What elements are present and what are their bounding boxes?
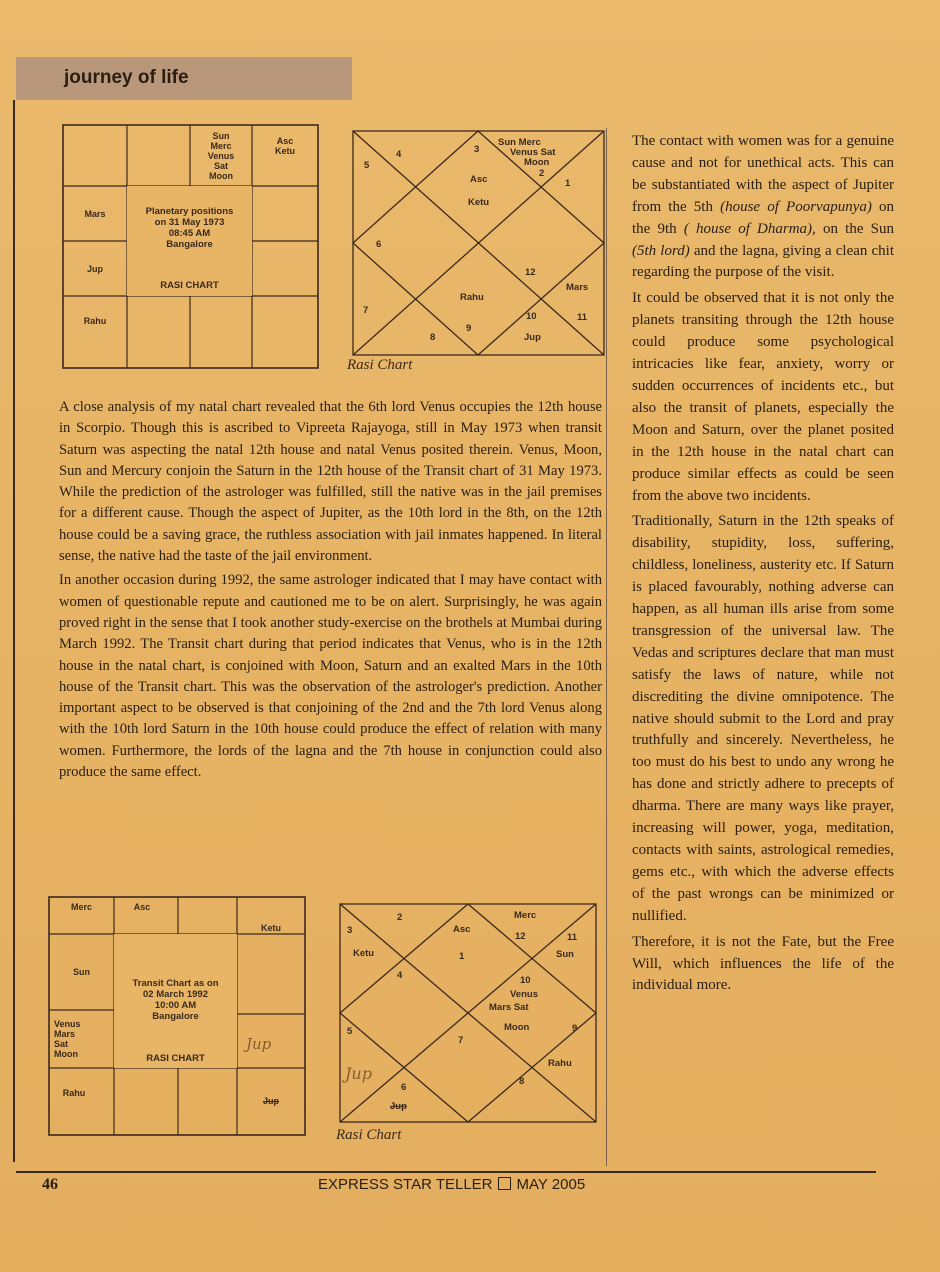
- planet-ketu: Ketu: [468, 197, 490, 208]
- house-1: 1: [459, 951, 465, 962]
- planet-moon: Moon: [504, 1022, 530, 1033]
- house-12: 12: [515, 931, 526, 942]
- house-7: 7: [458, 1035, 464, 1046]
- chart2-caption: Rasi Chart: [336, 1127, 402, 1143]
- transit-rasi-chart-diamond: [339, 903, 597, 1123]
- planet-asc: Asc: [453, 924, 471, 935]
- planet-jup: Jup: [524, 332, 541, 343]
- planet-rahu: Rahu: [460, 292, 484, 303]
- planets-top-3: Moon: [524, 157, 550, 168]
- chart2-cell-rahu: Rahu: [62, 1088, 86, 1098]
- house-8: 8: [519, 1076, 525, 1087]
- paragraph-2: In another occasion during 1992, the same astrologer indicated that I may have contact with women of questionable repute and cautioned me to be on alert. Surprisingly, he was again proved right in the sense that I took another study-exercise on the brothels at Mumbai during March 1992. The Transit chart during that period indicates that Venus, who is in the 12th house in the natal chart, is conjoined with Moon, Saturn and an exalted Mars in the 10th house of the Transit chart. This was the observation of the astrologer's prediction. Another important aspect to be observed is that conjoining of the 2nd and the 7th lord Venus along with the 10th lord Saturn in the 10th house could produce the effect of relation with many women. Furthermore, the lords of the lagna and the 7th house in conjunction could also produce the same effect.: [59, 572, 602, 781]
- house-12: 12: [525, 267, 536, 278]
- chart2-handwritten-jup: Jup: [246, 1035, 272, 1053]
- magazine-name: EXPRESS STAR TELLER: [318, 1176, 493, 1193]
- left-margin-rule: [13, 100, 15, 1162]
- chart1-cell-rahu: Rahu: [83, 316, 107, 326]
- transit-rasi-chart-square: [48, 896, 306, 1136]
- planet-mars: Mars: [566, 282, 589, 293]
- chart1-cell-jup: Jup: [86, 263, 103, 274]
- planet-ketu: Ketu: [353, 948, 375, 959]
- section-title: journey of life: [64, 67, 189, 88]
- p1-text-d: and the lagna, giving a clean chit regarding the purpose of the visit.: [632, 242, 895, 281]
- house-11: 11: [567, 932, 578, 943]
- planet-venus: Venus: [510, 989, 538, 1000]
- issue-date: MAY 2005: [516, 1176, 586, 1193]
- chart1-cell-asc-ketu: Asc Ketu: [275, 136, 295, 156]
- chart1-cell-sun-merc-venus-sat-moon: Sun Merc Venus Sat Moon: [207, 131, 235, 181]
- paragraph-1: A close analysis of my natal chart revealed that the 6th lord Venus occupies the 12th house in Scorpio. Though this is ascribed to Vipreeta Rajayoga, still in May 1973 when transit Saturn was aspecting the natal 12th house and natal Venus posited therein. Venus, Moon, Sun and Mercury conjoin the Saturn in the 12th house of the Transit chart of 31 May 1973. While the prediction of the astrologer was fulfilled, still the native was in the jail premises for a different cause. Though the aspect of Jupiter, as the 10th lord in the 8th, on the 12th house could be a saving grace, the ruthless association with jail inmates happened. In literal sense, the native had the taste of the jail environment.: [59, 399, 602, 565]
- footer-rule: [16, 1171, 876, 1173]
- p1-italic-3: (5th lord): [632, 242, 690, 259]
- house-8: 8: [430, 332, 436, 343]
- chart2-diamond-labels: [342, 910, 578, 1112]
- chart2-cell-venus-mars-sat-moon: Venus Mars Sat Moon: [54, 1019, 81, 1059]
- chart1-cell-mars: Mars: [84, 208, 106, 219]
- page-number: 46: [42, 1176, 58, 1193]
- chart2-center-title: RASI CHART: [146, 1053, 205, 1064]
- house-3: 3: [347, 925, 353, 936]
- p1-italic-1: (house of Poorvapunya): [720, 198, 872, 215]
- chart1-center-title: RASI CHART: [160, 280, 219, 291]
- house-6: 6: [376, 239, 382, 250]
- right-paragraph-3: Traditionally, Saturn in the 12th speaks of disability, stupidity, loss, suffering, childless, loneliness, austerity etc. If Saturn is placed favourably, nothing adverse can happen, as all human ills arise from some transgression of the universal law. The Vedas and scriptures declare that man must satisfy the laws of nature, while not discrediting the divine omnipotence. The native should submit to the Lord and pray truthfully and sincerely. Nevertheless, he too must do his best to undo any wrong he has done and strictly adhere to precepts of dharma. There are many ways like prayer, increasing will power, yoga, meditation, contacts with saints, astrological remedies, gems etc., with which the adverse effects of the past wrongs can be minimized or nullified.: [632, 513, 894, 924]
- chart2-cell-sun: Sun: [73, 967, 90, 977]
- p1-text-c: on the Sun: [815, 220, 895, 237]
- chart1-caption: Rasi Chart: [347, 357, 413, 373]
- chart2-center-caption: Transit Chart as on 02 March 1992 10:00 AM Bangalore: [132, 978, 219, 1022]
- chart2-diamond-handwritten-jup: Jup: [345, 1064, 372, 1083]
- house-10: 10: [526, 311, 537, 322]
- right-column-text: [632, 131, 894, 1001]
- house-7: 7: [363, 305, 369, 316]
- column-divider: [606, 128, 607, 1166]
- chart1-center-caption: Planetary positions on 31 May 1973 08:45 AM Bangalore: [145, 206, 234, 250]
- house-1: 1: [565, 178, 571, 189]
- planet-merc: Merc: [514, 910, 537, 921]
- natal-rasi-chart-square: [62, 124, 319, 369]
- house-2: 2: [397, 912, 403, 923]
- house-4: 4: [396, 149, 402, 160]
- chart2-cell-asc: Asc: [133, 902, 151, 912]
- house-11: 11: [577, 312, 588, 323]
- chart2-cell-jup: Jup: [262, 1096, 279, 1106]
- house-2: 2: [539, 168, 545, 179]
- right-paragraph-4: Therefore, it is not the Fate, but the Free Will, which influences the life of the individual more.: [632, 933, 894, 994]
- p1-text-b: on the 9th: [632, 198, 895, 237]
- chart2-cell-merc: Merc: [70, 902, 92, 912]
- house-5: 5: [347, 1026, 353, 1037]
- right-paragraph-2: It could be observed that it is not only the planets transiting through the 12th house could produce some psychological intricacies like fear, anxiety, worry or sudden occurrences of incidents etc., but also the transit of planets, especially the Moon and Saturn, over the planet posited in the 12th house in the natal chart can produce similar effects as could be seen from the above two incidents.: [632, 290, 894, 504]
- chart2-cell-ketu: Ketu: [261, 923, 281, 933]
- house-9: 9: [466, 323, 472, 334]
- planet-sun: Sun: [556, 949, 574, 960]
- planet-jup: Jup: [390, 1101, 407, 1112]
- p1-text-a: The contact with women was for a genuine cause and not for unethical acts. This can be substantiated with the aspect of Jupiter from the 5th: [632, 133, 894, 215]
- magazine-footer: [318, 1176, 585, 1193]
- box-icon: [498, 1177, 511, 1190]
- house-9: 9: [572, 1023, 578, 1034]
- planets-top-2: Venus Sat: [510, 147, 556, 158]
- house-3: 3: [474, 144, 480, 155]
- house-6: 6: [401, 1082, 407, 1093]
- house-4: 4: [397, 970, 403, 981]
- right-paragraph-1: [632, 131, 894, 284]
- planet-mars-sat: Mars Sat: [489, 1002, 529, 1013]
- house-5: 5: [364, 160, 370, 171]
- planet-rahu: Rahu: [548, 1058, 572, 1069]
- planet-asc: Asc: [470, 174, 488, 185]
- planets-top-1: Sun Merc: [498, 137, 541, 148]
- p1-italic-2: ( house of Dharma),: [683, 220, 816, 237]
- left-body-text: [59, 397, 602, 786]
- house-10: 10: [520, 975, 531, 986]
- natal-rasi-chart-diamond: [352, 130, 606, 357]
